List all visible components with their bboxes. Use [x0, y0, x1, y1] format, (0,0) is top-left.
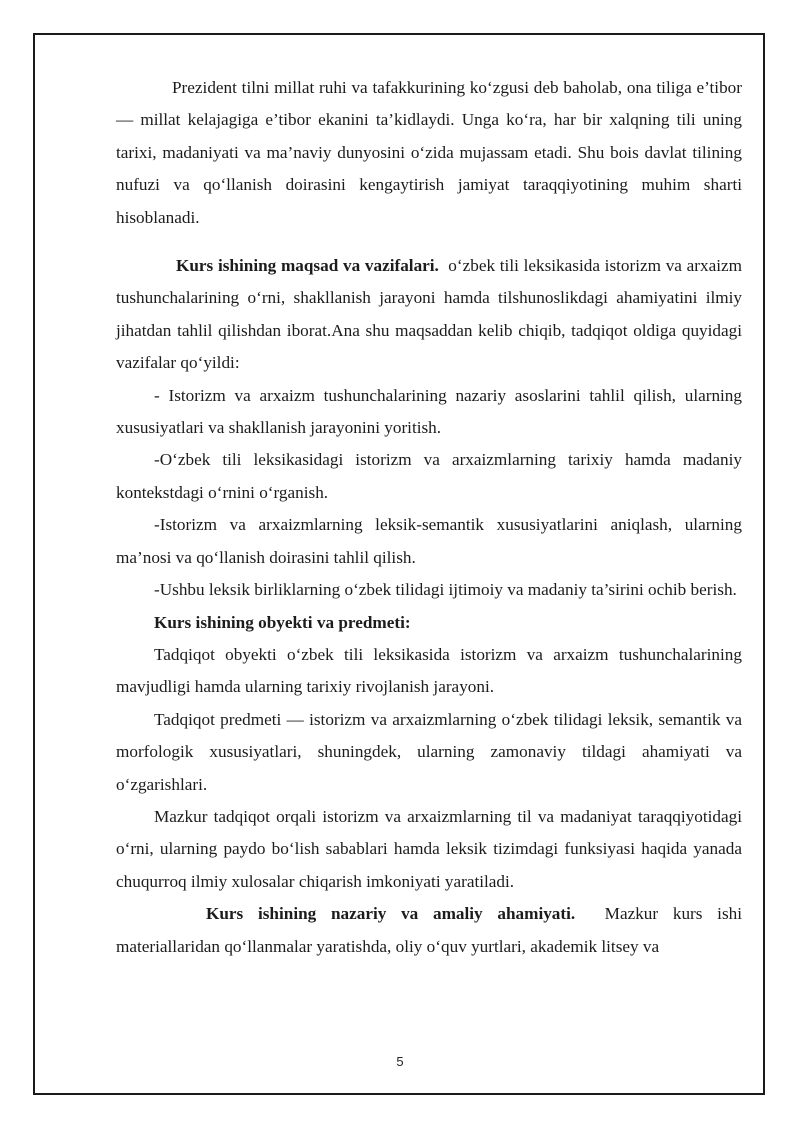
task-item-1: - Istorizm va arxaizm tushunchalarining nazariy asoslarini tahlil qilish, ularning xususiyatlari va shakllanish jarayonini yoritish.: [116, 385, 742, 438]
task-item-4: -Ushbu leksik birliklarning o‘zbek tilidagi ijtimoiy va madaniy ta’sirini ochib berish.: [154, 580, 737, 600]
paragraph-president: Prezident tilni millat ruhi va tafakkurining ko‘zgusi deb baholab, ona tiliga e’tibor — millat kelajagiga e’tibor ekanini ta’kidlaydi. Unga ko‘ra, har bir xalqning tili uning tarixi, madaniyati va ma’naviy dunyosini o‘zida mujassam etadi. Shu bois davlat tilining nufuzi va qo‘llanish doirasini kengaytirish jamiyat taraqqiyotining muhim sharti hisoblanadi.: [116, 78, 742, 227]
significance-heading: Kurs ishining nazariy va amaliy ahamiyati.: [206, 904, 576, 924]
paragraph-conclusion: Mazkur tadqiqot orqali istorizm va arxaizmlarning til va madaniyat taraqqiyotidagi o‘rni, ularning paydo bo‘lish sabablari hamda leksik tizimdagi funksiyasi haqida yanada chuqurroq ilmiy xulosalar chiqarish imkoniyati yaratiladi.: [116, 806, 742, 891]
task-item-3: -Istorizm va arxaizmlarning leksik-semantik xususiyatlarini aniqlash, ularning ma’nosi va qo‘llanish doirasini tahlil qilish.: [116, 515, 742, 567]
paragraph-object: Tadqiqot obyekti o‘zbek tili leksikasida istorizm va arxaizm tushunchalarining mavjudligi hamda ularning tarixiy rivojlanish jarayoni.: [116, 644, 742, 697]
goals-text: o‘zbek tili leksikasida istorizm va arxaizm tushunchalarining o‘rni, shakllanish jarayoni hamda tilshunoslikdagi ahamiyatini ilmiy jihatdan tahlil qilishdan iborat.Ana shu maqsaddan kelib chiqib, tadqiqot oldiga quyidagi vazifalar qo‘yildi:: [116, 256, 742, 373]
task-item-2: -O‘zbek tili leksikasidagi istorizm va arxaizmlarning tarixiy hamda madaniy kontekstdagi o‘rnini o‘rganish.: [116, 450, 742, 502]
goals-heading: Kurs ishining maqsad va vazifalari.: [176, 256, 439, 276]
paragraph-subject: Tadqiqot predmeti — istorizm va arxaizmlarning o‘zbek tilidagi leksik, semantik va morfologik xususiyatlari, shuningdek, ularning zamonaviy tildagi ahamiyati va o‘zgarishlari.: [116, 709, 742, 794]
paragraph-significance: [116, 898, 742, 963]
document-body: [116, 72, 742, 963]
significance-text: Mazkur kurs ishi materiallaridan qo‘llanmalar yaratishda, oliy o‘quv yurtlari, akademik litsey va: [116, 904, 743, 956]
paragraph-goals: [116, 250, 742, 380]
paragraph-spacer: [116, 234, 742, 250]
page-number: 5: [396, 1054, 404, 1069]
object-heading: Kurs ishining obyekti va predmeti:: [154, 612, 411, 632]
